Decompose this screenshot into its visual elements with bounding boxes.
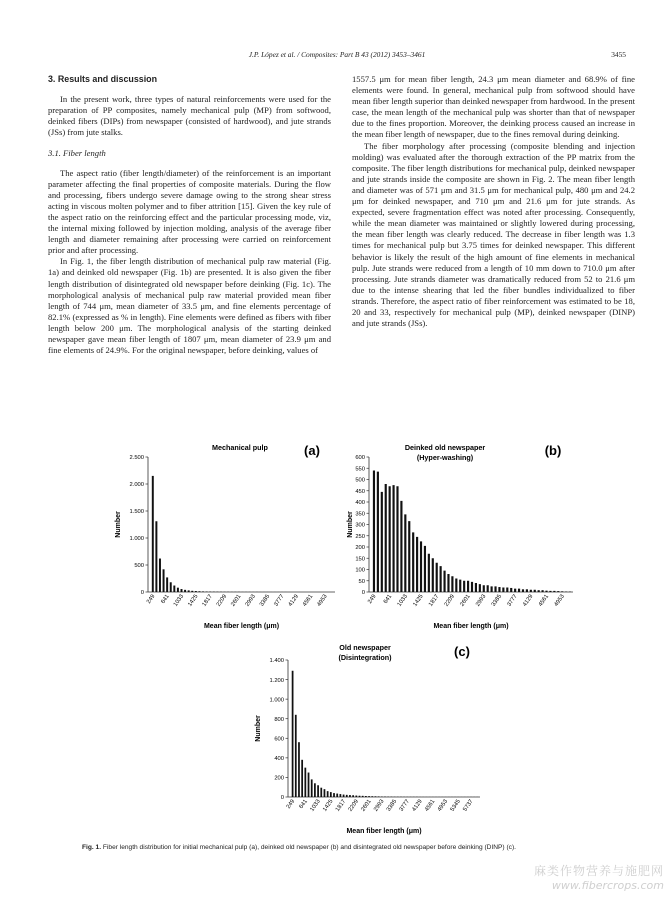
histogram-bar [191,591,193,592]
y-tick-label: 1.000 [269,697,284,704]
histogram-bar [506,588,508,593]
x-tick-label: 5345 [449,798,462,813]
histogram-bar [455,579,457,593]
x-tick-label: 4561 [424,798,437,813]
x-tick-label: 4129 [522,593,535,608]
panel-label: (a) [304,443,320,458]
histogram-bar [530,590,532,592]
histogram-bar [163,569,165,592]
histogram-bar [355,796,357,797]
y-tick-label: 1.500 [129,509,144,516]
histogram-bar [561,591,563,592]
histogram-bar [416,537,418,592]
y-tick-label: 2.000 [129,482,144,489]
histogram-bar [375,796,377,797]
histogram-bar [412,532,414,592]
histogram-bar [440,566,442,592]
histogram-bar [471,582,473,592]
histogram-bar [327,791,329,797]
histogram-bar [424,546,426,592]
y-tick-label: 2.500 [129,455,144,462]
histogram-bar [304,768,306,797]
histogram-bar [463,581,465,592]
histogram-bar [534,590,536,592]
histogram-bar [385,484,387,592]
chart-title: Mechanical pulp [212,443,268,452]
y-tick-label: 500 [134,563,144,570]
histogram-bar [545,591,547,592]
x-tick-label: 1425 [187,593,200,608]
watermark-line-1: 麻类作物营养与施肥网 [533,864,664,878]
panel-label: (b) [544,443,562,458]
histogram-bar [502,588,504,593]
y-tick-label: 1.000 [129,536,144,543]
chart-title: Deinked old newspaper [404,443,486,452]
x-axis-title: Mean fiber length (μm) [203,623,280,630]
subsection-heading: 3.1. Fiber length [48,148,106,159]
chart-title: Old newspaper [339,643,391,652]
x-tick-label: 2209 [347,798,360,813]
histogram-bar [177,588,179,592]
page-number: 3455 [611,50,626,59]
histogram-bar [330,792,332,797]
chart-a [100,437,340,632]
x-tick-label: 3777 [506,593,519,608]
x-tick-label: 3385 [490,593,504,608]
histogram-bar [184,590,186,592]
section-heading: 3. Results and discussion [48,74,157,84]
y-tick-label: 200 [355,545,365,552]
x-tick-label: 641 [382,593,394,606]
x-tick-label: 2993 [373,798,386,813]
x-tick-label: 641 [160,593,171,606]
paragraph: The fiber morphology after processing (composite blending and injection molding) was evaluated after the thorough extraction of the PP matrix from the composite. The fiber length distributions for mechanical pulp, deinked newspaper and jute strands inside the composite are shown in Fig. 2. The mean fiber length and diameter was of 571 μm and 31.5 μm for mechanical pulp, 480 μm and 24.2 μm for deinked newspaper, and 710 μm and 21.6 μm for jute strands. As expected, severe fragmentation effect was noted after processing. Consequently, while the mean diameter was maintained or slightly lowered during processing, the mean fiber length was clearly reduced. The decrease in fiber length was 1.3 times for mechanical pulp but 3.75 times for deinked newspaper. This different behavior is likely the result of the high amount of fine elements in mechanical pulp. Jute strands were reduced from a length of 10 mm down to 710.0 μm after processing. Jute strands diameter was dramatically reduced from 52 to 21.6 μm due to the intense shearing that led the fiber bundles individualized to fiber strands. Therefore, the aspect ratio of fiber reinforcement was estimated to be 18, 20 and 33, respectively for mechanical pulp (MP), deinked newspaper (DINP) and jute strands (JSs). [352,140,635,329]
histogram-bar [518,589,520,592]
x-tick-label: 4953 [553,593,566,608]
histogram-bar [301,760,303,797]
x-tick-label: 249 [367,593,378,606]
x-tick-label: 3385 [385,798,399,813]
chart-b-svg [335,437,580,632]
paragraph: The aspect ratio (fiber length/diameter) of the reinforcement is an important parameter affecting the final properties of composite materials. During the flow and processing, fibers undergo severe damage owing to the strong shear stress acting in viscous molten polymer and to fiber attrition [15]. Given the key rule of the aspect ratio on the reinforcing effect and the particular processing mode, viz, the internal mixing followed by injection molding, analysis of the average fiber length and diameter remaining after processing were carried on reinforcement prior and after processing. [48,167,331,256]
y-axis-title: Number [115,511,122,538]
histogram-bar [514,589,516,592]
y-tick-label: 200 [274,775,284,782]
histogram-bar [392,485,394,592]
histogram-bar [311,779,313,797]
x-tick-label: 4129 [287,593,300,608]
x-tick-label: 2993 [244,593,257,608]
chart-c [240,642,485,837]
x-tick-label: 1817 [428,593,441,608]
histogram-bar [373,471,375,593]
x-tick-label: 3777 [398,798,411,813]
running-header [48,50,626,64]
paragraph: In Fig. 1, the fiber length distribution of mechanical pulp raw material (Fig. 1a) and deinked old newspaper (Fig. 1b) are presented. It is also given the fiber length distribution of disintegrated old newspaper before deinking (Fig. 1c). The morphological analysis of mechanical pulp raw material provided mean fiber length of 744 μm, mean diameter of 33.5 μm, and fine elements percentage of 82.1% (expressed as % in length). Fine elements were defined as fibers with fiber length below 200 μm. The morphological analysis of the starting deinked newspaper gave mean fiber length of 1807 μm, mean diameter of 23.9 μm and fine elements of 24.9%. For the original newspaper, before deinking, values of [48,256,331,356]
chart-b [335,437,580,632]
y-tick-label: 1.400 [269,658,284,665]
y-tick-label: 800 [274,716,284,723]
histogram-bar [173,586,175,592]
histogram-bar [298,742,300,797]
x-tick-label: 249 [145,593,157,606]
chart-c-svg [240,642,485,837]
left-column [48,74,331,356]
histogram-bar [295,715,297,797]
y-tick-label: 0 [361,590,365,597]
histogram-bar [181,589,183,592]
y-tick-label: 600 [355,455,365,462]
x-tick-label: 1817 [201,593,214,608]
caption-label: Fig. 1. [82,844,102,851]
y-axis-title: Number [347,511,354,538]
histogram-bar [389,486,391,592]
chart-a-svg [100,437,340,632]
y-tick-label: 550 [355,466,365,473]
histogram-bar [436,563,438,592]
histogram-bar [408,521,410,592]
watermark-line-2: www.fibercrops.com [551,879,664,892]
histogram-bar [378,796,380,797]
y-tick-label: 150 [355,556,365,563]
journal-citation: J.P. López et al. / Composites: Part B 43 (2012) 3453–3461 [248,50,426,59]
y-tick-label: 0 [140,590,144,597]
x-tick-label: 1817 [334,798,348,813]
x-tick-label: 1033 [172,593,186,608]
histogram-bar [195,591,197,592]
histogram-bar [428,554,430,592]
histogram-bar [487,585,489,592]
x-tick-label: 2601 [459,593,472,608]
x-axis-title: Mean fiber length (μm) [346,828,422,835]
histogram-bar [549,591,551,592]
y-tick-label: 1.200 [269,677,284,684]
histogram-bar [553,591,555,592]
panel-label: (c) [454,644,470,659]
histogram-bar [432,558,434,592]
x-tick-label: 3385 [258,593,272,608]
histogram-bar [292,671,294,797]
y-axis-title: Number [255,715,262,742]
paragraph: In the present work, three types of natural reinforcements were used for the preparation of PP composites, namely mechanical pulp (MP) from softwood, deinked fibers (DIPs) from newspaper (consisted of hardwood), and jute strands (JSs) from jute stalks. [48,94,331,138]
y-tick-label: 400 [274,756,284,763]
x-tick-label: 2601 [230,593,243,608]
x-tick-label: 4561 [537,593,551,608]
histogram-bar [155,521,157,592]
caption-text: Fiber length distribution for initial mechanical pulp (a), deinked old newspaper (b) and disintegrated old newspaper before deinking (DINP) (c). [102,844,516,851]
histogram-bar [359,796,361,797]
histogram-bar [340,794,342,797]
histogram-bar [346,795,348,797]
histogram-bar [538,590,540,592]
right-column [352,74,635,329]
histogram-bar [522,589,524,592]
x-tick-label: 2209 [443,593,457,608]
histogram-bar [202,591,204,592]
histogram-bar [494,586,496,592]
y-tick-label: 0 [280,795,284,802]
histogram-bar [349,795,351,797]
histogram-bar [371,796,373,797]
histogram-bar [159,559,161,592]
chart-subtitle: (Disintegration) [338,653,392,662]
histogram-bar [443,571,445,592]
histogram-bar [467,581,469,592]
figure-caption [82,844,642,851]
x-tick-label: 249 [285,798,297,811]
y-tick-label: 250 [355,533,365,540]
histogram-bar [396,486,398,592]
y-tick-label: 600 [274,736,284,743]
x-tick-label: 1033 [396,593,409,608]
histogram-bar [381,492,383,592]
histogram-bar [170,582,172,592]
histogram-bar [483,585,485,592]
histogram-bar [479,584,481,592]
histogram-bar [491,586,493,592]
histogram-bar [400,501,402,592]
x-axis-title: Mean fiber length (μm) [433,623,509,630]
histogram-bar [152,476,154,592]
x-tick-label: 4953 [436,798,450,813]
histogram-bar [333,793,335,797]
y-tick-label: 50 [358,578,365,585]
x-tick-label: 3777 [273,593,286,608]
x-tick-label: 2601 [360,798,373,813]
paragraph: 1557.5 μm for mean fiber length, 24.3 μm mean diameter and 68.9% of fine elements were found. In general, mechanical pulp from softwood should have mean fiber length superior than deinked newspaper from hardwood. In the present case, the mean length of the mechanical pulp was shorter than that of newspaper due to the fines proportion. Moreover, the deinking process caused an increase in the mean fiber length of newspaper, due to the fines removal during deinking. [352,74,635,140]
histogram-bar [510,588,512,592]
histogram-bar [336,794,338,797]
y-tick-label: 450 [355,488,365,495]
histogram-bar [526,589,528,592]
histogram-bar [451,576,453,592]
histogram-bar [198,591,200,592]
histogram-bar [188,590,190,592]
x-tick-label: 4129 [411,798,424,813]
y-tick-label: 100 [355,567,365,574]
histogram-bar [166,577,168,592]
x-tick-label: 2209 [215,593,229,608]
histogram-bar [420,541,422,592]
x-tick-label: 1425 [412,593,425,608]
x-tick-label: 641 [298,798,309,811]
histogram-bar [317,785,319,797]
x-tick-label: 2993 [475,593,488,608]
histogram-bar [447,574,449,592]
histogram-bar [308,773,310,797]
chart-subtitle: (Hyper-washing) [416,453,474,462]
histogram-bar [475,583,477,592]
x-tick-label: 4953 [316,593,329,608]
histogram-bar [365,796,367,797]
y-tick-label: 500 [355,477,365,484]
histogram-bar [352,795,354,797]
x-tick-label: 5737 [462,798,475,813]
histogram-bar [459,580,461,592]
histogram-bar [343,795,345,797]
x-tick-label: 1425 [322,798,335,813]
histogram-bar [542,590,544,592]
histogram-bar [498,587,500,592]
watermark [534,862,664,892]
y-tick-label: 400 [355,500,365,507]
histogram-bar [314,783,316,797]
histogram-bar [557,591,559,592]
histogram-bar [368,796,370,797]
x-tick-label: 4561 [301,593,315,608]
histogram-bar [320,788,322,797]
y-tick-label: 300 [355,522,365,529]
y-tick-label: 350 [355,511,365,518]
x-tick-label: 1033 [309,798,322,813]
histogram-bar [377,472,379,592]
histogram-bar [404,514,406,592]
histogram-bar [324,789,326,797]
histogram-bar [362,796,364,797]
